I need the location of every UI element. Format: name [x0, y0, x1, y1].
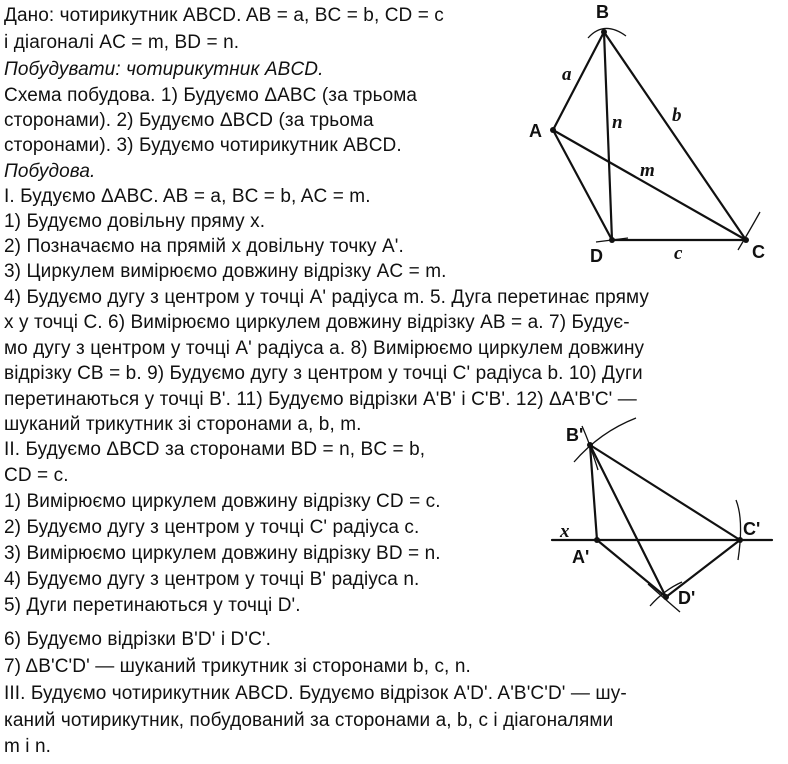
side-label-m: m — [640, 160, 655, 181]
construct-task: Побудувати: чотирикутник ABCD. — [4, 59, 324, 80]
step-1-8: перетинаються у точці B'. 11) Будуємо відрізки A'B' і C'B'. 12) ΔA'B'C' — — [4, 389, 637, 410]
side-label-a: a — [562, 64, 572, 85]
point-label-d-prime: D' — [678, 588, 696, 608]
step-1-4: 4) Будуємо дугу з центром у точці A' радіуса m. 5. Дуга перетинає пряму — [4, 287, 649, 308]
step-1-3: 3) Циркулем вимірюємо довжину відрізку AC = m. — [4, 261, 447, 282]
point-label-c-prime: C' — [743, 519, 761, 539]
step-2-4: 4) Будуємо дугу з центром у точці B' радіуса n. — [4, 569, 420, 590]
vertex-label-b: B — [596, 2, 609, 22]
step-2-6: 6) Будуємо відрізки B'D' і D'C'. — [4, 629, 271, 650]
part2-heading: ІІ. Будуємо ΔBCD за сторонами BD = n, BC = b, — [4, 439, 426, 460]
step-2-7: 7) ΔB'C'D' — шуканий трикутник зі сторонами b, c, n. — [4, 656, 471, 677]
part2-heading-cont: CD = c. — [4, 465, 69, 486]
step-1-2: 2) Позначаємо на прямій x довільну точку A'. — [4, 236, 404, 257]
step-2-5: 5) Дуги перетинаються у точці D'. — [4, 595, 301, 616]
given-line-1: Дано: чотирикутник ABCD. AB = a, BC = b, CD = c — [4, 5, 444, 26]
vertex-label-c: C — [752, 242, 765, 262]
side-label-n: n — [612, 112, 623, 133]
step-1-1: 1) Будуємо довільну пряму x. — [4, 211, 266, 232]
point-label-a-prime: A' — [572, 547, 590, 567]
step-2-3: 3) Вимірюємо циркулем довжину відрізку BD = n. — [4, 543, 441, 564]
scheme-line-1: Схема побудова. 1) Будуємо ΔABC (за трьома — [4, 85, 418, 106]
step-1-6: мо дугу з центром у точці A' радіуса a. 8) Вимірюємо циркулем довжину — [4, 338, 645, 359]
side-label-c: c — [674, 243, 683, 264]
step-1-5: x у точці C. 6) Вимірюємо циркулем довжину відрізку AB = a. 7) Будує- — [4, 312, 630, 333]
side-label-b: b — [672, 105, 682, 126]
part3-line-3: m і n. — [4, 736, 52, 757]
part1-heading: І. Будуємо ΔABC. AB = a, BC = b, AC = m. — [4, 186, 371, 207]
step-2-2: 2) Будуємо дугу з центром у точці C' радіуса c. — [4, 517, 420, 538]
vertex-label-a: A — [529, 121, 542, 141]
line-label-x: x — [560, 521, 570, 542]
construction-heading: Побудова. — [4, 161, 96, 182]
part3-line-2: каний чотирикутник, побудований за сторонами a, b, c і діагоналями — [4, 710, 614, 731]
part3-line-1: ІІІ. Будуємо чотирикутник ABCD. Будуємо відрізок A'D'. A'B'C'D' — шу- — [4, 683, 627, 704]
given-line-2: і діагоналі AC = m, BD = n. — [4, 32, 240, 53]
step-1-9: шуканий трикутник зі сторонами a, b, m. — [4, 414, 362, 435]
vertex-label-d: D — [590, 246, 603, 266]
step-1-7: відрізку CB = b. 9) Будуємо дугу з центром у точці C' радіуса b. 10) Дуги — [4, 363, 643, 384]
scheme-line-2: сторонами). 2) Будуємо ΔBCD (за трьома — [4, 110, 374, 131]
point-label-b-prime: B' — [566, 425, 584, 445]
step-2-1: 1) Вимірюємо циркулем довжину відрізку CD = c. — [4, 491, 441, 512]
scheme-line-3: сторонами). 3) Будуємо чотирикутник ABCD. — [4, 135, 402, 156]
